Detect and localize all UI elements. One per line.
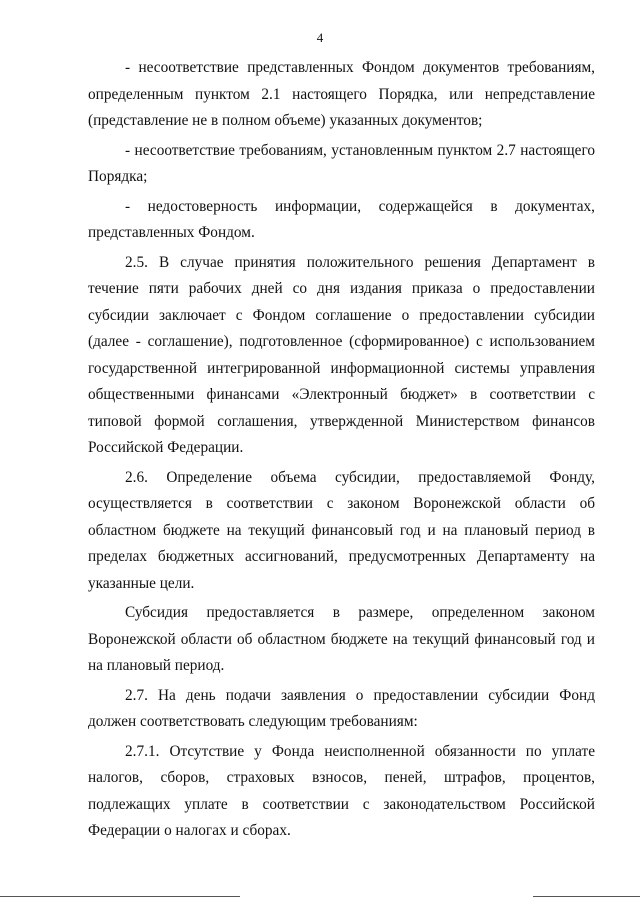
paragraph-2-6: 2.6. Определение объема субсидии, предоставляемой Фонду, осуществляется в соответствии с законом Воронежской области об областном бюджете на текущий финансовый год и на плановый период в пределах бюджетных ассигнований, предусмотренных Департаменту на указанные цели. xyxy=(88,468,595,592)
paragraph-2-7-1: 2.7.1. Отсутствие у Фонда неисполненной обязанности по уплате налогов, сборов, страховых взносов, пеней, штрафов, процентов, подлежащих уплате в соответствии с законодательством Российской Федерации о налогах и сборах. xyxy=(88,742,595,839)
paragraph-unreliable-info: - недостоверность информации, содержащейся в документах, представленных Фондом. xyxy=(88,197,595,241)
paragraph-subsidy-amount: Субсидия предоставляется в размере, определенном законом Воронежской области об областном бюджете на текущий финансовый год и на плановый период. xyxy=(88,604,595,674)
paragraph-2-5: 2.5. В случае принятия положительного решения Департамент в течение пяти рабочих дней со дня издания приказа о предоставлении субсидии заключает с Фондом соглашение о предоставлении субсидии (далее - соглашение), подготовленное (сформированное) с использованием государственной интегрированной информационной системы управления общественными финансами «Электронный бюджет» в соответствии с типовой формой соглашения, утвержденной Министерством финансов Российской Федерации. xyxy=(88,253,595,456)
page-number: 4 xyxy=(316,30,324,45)
document-body xyxy=(88,55,595,845)
footer-rule-right xyxy=(533,896,640,897)
footer-rule-left xyxy=(0,896,240,897)
paragraph-nonconformity-documents: - несоответствие представленных Фондом документов требованиям, определенным пунктом 2.1 настоящего Порядка, или непредставление (представление не в полном объеме) указанных документов; xyxy=(88,59,595,129)
paragraph-2-7: 2.7. На день подачи заявления о предоставлении субсидии Фонд должен соответствовать следующим требованиям: xyxy=(88,686,595,730)
paragraph-nonconformity-requirements: - несоответствие требованиям, установленным пунктом 2.7 настоящего Порядка; xyxy=(88,141,595,185)
